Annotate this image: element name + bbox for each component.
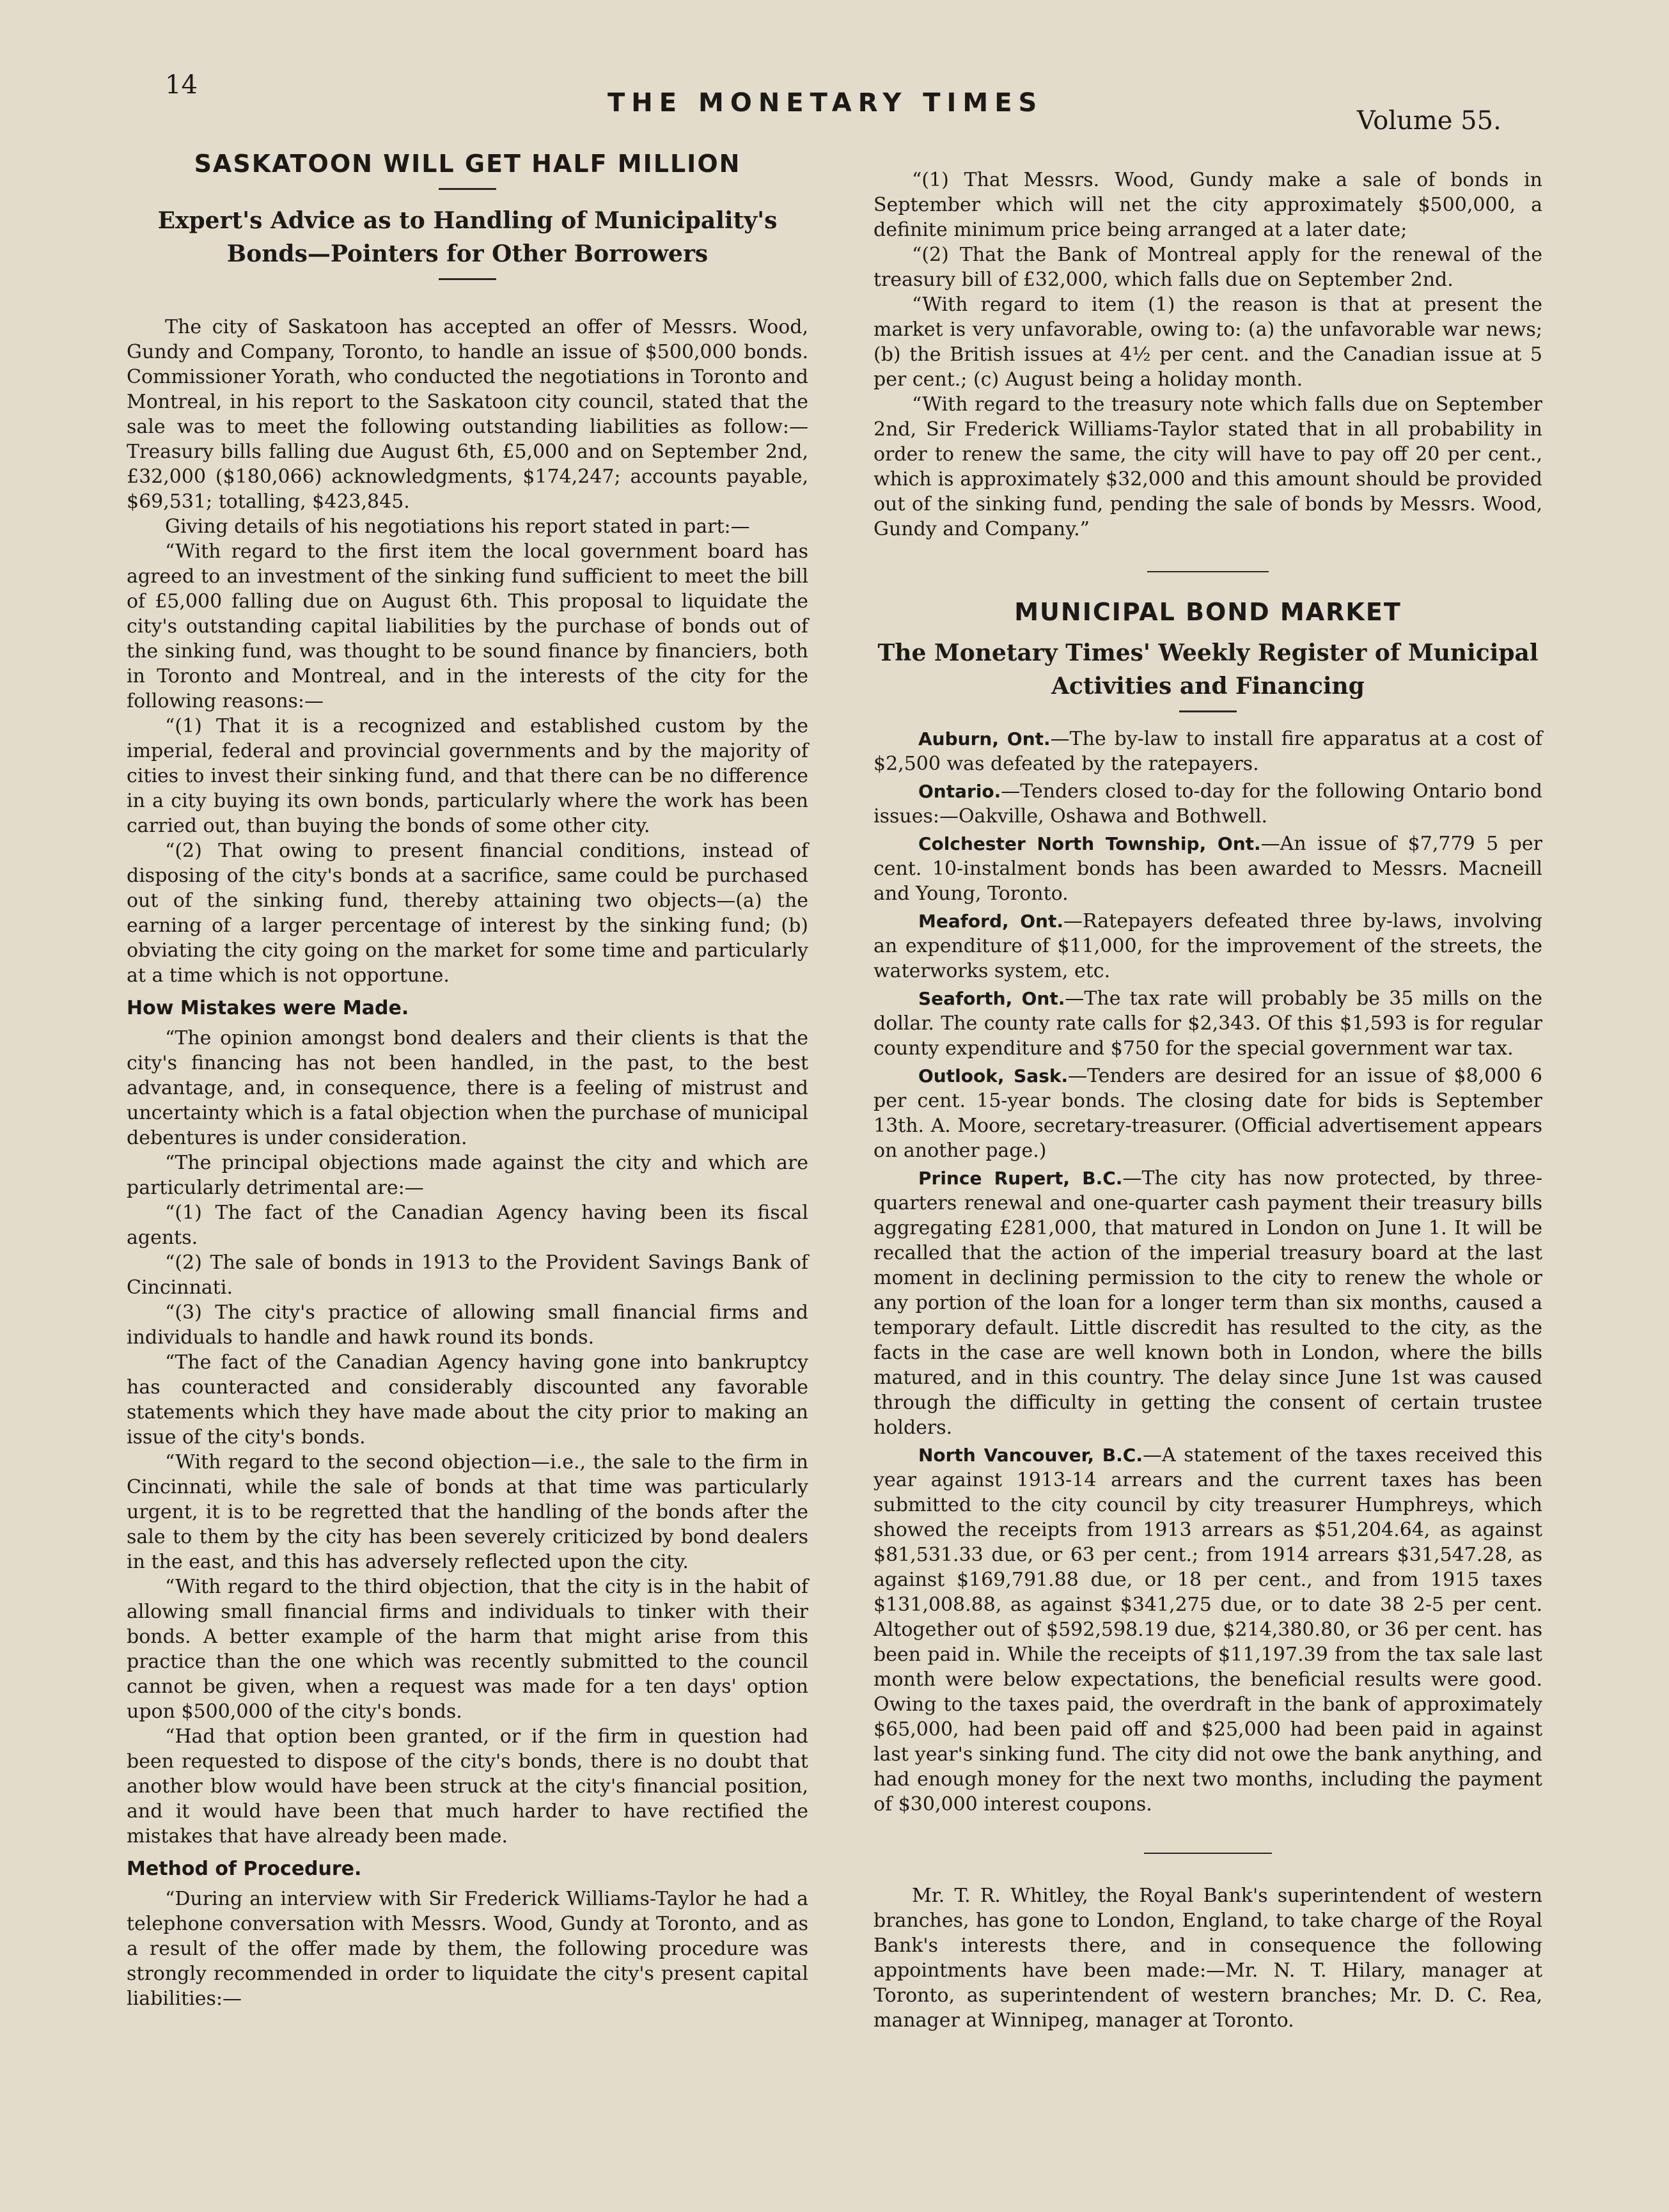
entry-place: Seaforth, Ont.	[918, 988, 1065, 1009]
paragraph: “(1) That it is a recognized and established custom by the imperial, federal and provincial governments and by the majority of cities to invest their sinking fund, and that there can be no difference in a city buying its own bonds, particularly where the work has been carried out, than buying the bonds of some other city.	[127, 715, 808, 837]
right-column	[874, 168, 1542, 2033]
article-title: SASKATOON WILL GET HALF MILLION	[194, 150, 741, 178]
entry-text: —A statement of the taxes received this year against 1913-14 arrears and the current taxes has been submitted to the city council by city treasurer Humphreys, which showed the receipts from 1913 arrears as $51,204.64, as against $81,531.33 due, or 63 per cent.; from 1914 arrears $31,547.28, as against $169,791.88 due, or 18 per cent., and from 1915 taxes $131,008.88, as against $341,275 due, or to date 38 2-5 per cent. Altogether out of $592,598.19 due, $214,380.80, or 36 per cent. has been paid in. While the receipts of $11,197.39 from the tax sale last month were below expectations, the beneficial results were good. Owing to the taxes paid, the overdraft in the bank of approximately $65,000, had been paid off and $25,000 had been paid in against last year's sinking fund. The city did not owe the bank anything, and had enough money for the next two months, including the payment of $30,000 interest coupons.	[874, 1444, 1542, 1816]
entry-text: —Tenders closed to-day for the following Ontario bond issues:—Oakville, Oshawa and Bothwell.	[874, 780, 1542, 828]
entry-place: Prince Rupert, B.C.	[918, 1168, 1123, 1189]
volume-label: Volume 55.	[1357, 106, 1501, 136]
entry	[874, 726, 1542, 776]
entry-text: —The city has now protected, by three-quarters renewal and one-quarter cash payment their treasury bills aggregating £281,000, that matured in London on June 1. It will be recalled that the action of the imperial treasury board at the last moment in declining permission to the city to renew the whole or any portion of the loan for a longer term than six months, caused a temporary default. Little discredit has resulted to the city, as the facts in the case are well known both in London, where the bills matured, and in this country. The delay since June 1st was caused through the difficulty in getting the consent of certain trustee holders.	[874, 1167, 1542, 1439]
entry	[874, 986, 1542, 1061]
paragraph: “The fact of the Canadian Agency having gone into bankruptcy has counteracted and considerably discounted any favorable statements which they have made about the city prior to making an issue of the city's bonds.	[127, 1351, 808, 1448]
paragraph: “During an interview with Sir Frederick Williams-Taylor he had a telephone conversation with Messrs. Wood, Gundy at Toronto, and as a result of the offer made by them, the following procedure was strongly recommended in order to liquidate the city's present capital liabilities:—	[127, 1888, 808, 2010]
entry-place: Colchester North Township, Ont.	[918, 833, 1261, 854]
entry-text: —Ratepayers defeated three by-laws, involving an expenditure of $11,000, for the improvement of the streets, the waterworks system, etc.	[874, 910, 1542, 982]
section-subtitle: The Monetary Times' Weekly Register of Municipal Activities and Financing	[877, 639, 1539, 700]
entry	[874, 831, 1542, 906]
entry-place: Outlook, Sask.	[918, 1065, 1069, 1086]
paragraph: “The opinion amongst bond dealers and their clients is that the city's financing has not been handled, in the past, to the best advantage, and, in consequence, there is a feeling of mistrust and uncertainty which is a fatal objection when the purchase of municipal debentures is under consideration.	[127, 1027, 808, 1149]
entry-place: North Vancouver, B.C.	[918, 1445, 1143, 1466]
paragraph: “(2) That owing to present financial conditions, instead of disposing of the city's bonds at a sacrifice, same could be purchased out of the sinking fund, thereby attaining two objects—(a) the earning of a larger percentage of interest by the sinking fund; (b) obviating the city going on the market for some time and particularly at a time which is not opportune.	[127, 840, 808, 987]
rule	[1179, 710, 1237, 712]
rule	[439, 188, 496, 190]
paragraph: “With regard to the second objection—i.e., the sale to the firm in Cincinnati, while the sale of bonds at that time was particularly urgent, it is to be regretted that the handling of the bonds after the sale to them by the city has been severely criticized by bond dealers in the east, and this has adversely reflected upon the city.	[127, 1451, 808, 1573]
paragraph: “With regard to the third objection, that the city is in the habit of allowing small financial firms and individuals to tinker with their bonds. A better example of the harm that might arise from this practice than the one which was recently submitted to the council cannot be given, when a request was made for a ten days' option upon $500,000 of the city's bonds.	[127, 1576, 808, 1723]
entry-text: —The tax rate will probably be 35 mills on the dollar. The county rate calls for $2,343. Of this $1,593 is for regular county expenditure and $750 for the special government war tax.	[874, 987, 1542, 1060]
paragraph: “(1) The fact of the Canadian Agency having been its fiscal agents.	[127, 1202, 808, 1249]
masthead: THE MONETARY TIMES	[607, 88, 1044, 118]
entry-place: Meaford, Ont.	[918, 911, 1064, 932]
paragraph: “(2) That the Bank of Montreal apply for the renewal of the treasury bill of £32,000, which falls due on September 2nd.	[874, 244, 1542, 291]
rule	[1147, 571, 1269, 572]
paragraph: Giving details of his negotiations his report stated in part:—	[165, 515, 750, 538]
paragraph: Mr. T. R. Whitley, the Royal Bank's superintendent of western branches, has gone to London, England, to take charge of the Royal Bank's interests there, and in consequence the following appointments have been made:—Mr. N. T. Hilary, manager at Toronto, as superintendent of western branches; Mr. D. C. Rea, manager at Winnipeg, manager at Toronto.	[874, 1885, 1542, 2032]
entry-text: —The by-law to install fire apparatus at a cost of $2,500 was defeated by the ratepayers.	[874, 728, 1542, 775]
paragraph: “With regard to the treasury note which falls due on September 2nd, Sir Frederick Williams-Taylor stated that in all probability in order to renew the same, the city will have to pay off 20 per cent., which is approximately $32,000 and this amount should be provided out of the sinking fund, pending the sale of bonds by Messrs. Wood, Gundy and Company.”	[874, 393, 1542, 540]
section-heading: Method of Procedure.	[127, 1858, 362, 1880]
article-subtitle: Expert's Advice as to Handling of Municipality's Bonds—Pointers for Other Borrowers	[157, 207, 778, 267]
rule	[439, 278, 496, 280]
entry-text: —An issue of $7,779 5 per cent. 10-instalment bonds has been awarded to Messrs. Macneill and Young, Toronto.	[874, 833, 1542, 905]
paragraph: “The principal objections made against the city and which are particularly detrimental are:—	[127, 1152, 808, 1199]
entry-place: Auburn, Ont.	[918, 728, 1051, 749]
entry	[874, 1443, 1542, 1817]
entry-text: —Tenders are desired for an issue of $8,000 6 per cent. 15-year bonds. The closing date for bids is September 13th. A. Moore, secretary-treasurer. (Official advertisement appears on another page.)	[874, 1065, 1542, 1162]
left-column	[127, 142, 808, 2011]
paragraph: “(3) The city's practice of allowing small financial firms and individuals to handle and hawk round its bonds.	[127, 1301, 808, 1349]
paragraph: “With regard to item (1) the reason is that at present the market is very unfavorable, owing to: (a) the unfavorable war news; (b) the British issues at 4½ per cent. and the Canadian issue at 5 per cent.; (c) August being a holiday month.	[874, 294, 1542, 391]
entry	[874, 909, 1542, 984]
entry	[874, 1166, 1542, 1440]
section-heading: How Mistakes were Made.	[127, 997, 409, 1019]
paragraph: “(1) That Messrs. Wood, Gundy make a sale of bonds in September which will net the city approximately $500,000, a definite minimum price being arranged at a later date;	[874, 169, 1542, 241]
section-title: MUNICIPAL BOND MARKET	[1014, 598, 1402, 626]
paragraph: “(2) The sale of bonds in 1913 to the Provident Savings Bank of Cincinnati.	[127, 1251, 808, 1299]
paragraph: “Had that option been granted, or if the firm in question had been requested to dispose of the city's bonds, there is no doubt that another blow would have been struck at the city's financial position, and it would have been that much harder to have rectified the mistakes that have already been made.	[127, 1725, 808, 1847]
entry	[874, 1063, 1542, 1163]
entry	[874, 779, 1542, 829]
entry-place: Ontario.	[918, 781, 1001, 802]
page-number: 14	[165, 70, 198, 100]
paragraph: The city of Saskatoon has accepted an offer of Messrs. Wood, Gundy and Company, Toronto, to handle an issue of $500,000 bonds. Commissioner Yorath, who conducted the negotiations in Toronto and Montreal, in his report to the Saskatoon city council, stated that the sale was to meet the following outstanding liabilities as follow:—Treasury bills falling due August 6th, £5,000 and on September 2nd, £32,000 ($180,066) acknowledgments, $174,247; accounts payable, $69,531; totalling, $423,845.	[127, 316, 808, 513]
paragraph: “With regard to the first item the local government board has agreed to an investment of the sinking fund sufficient to meet the bill of £5,000 falling due on August 6th. This proposal to liquidate the city's outstanding capital liabilities by the purchase of bonds out of the sinking fund, was thought to be sound finance by financiers, both in Toronto and Montreal, and in the interests of the city for the following reasons:—	[127, 540, 808, 712]
rule	[1144, 1853, 1272, 1854]
